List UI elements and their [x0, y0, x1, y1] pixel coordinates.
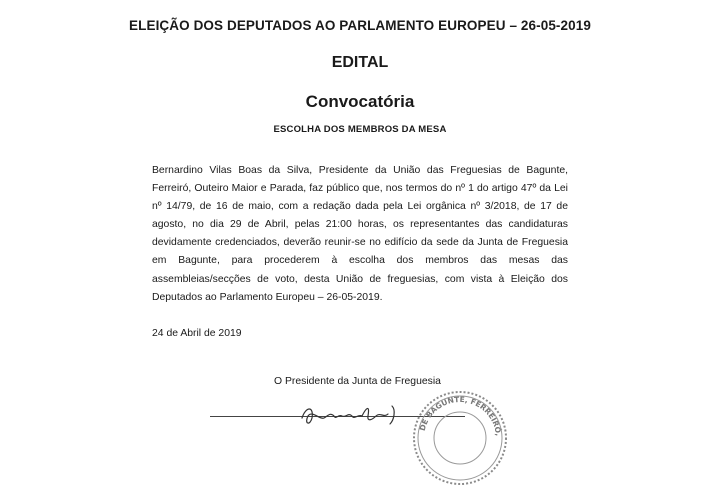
document-header: ELEIÇÃO DOS DEPUTADOS AO PARLAMENTO EUROPEU – 26-05-2019 [129, 18, 591, 33]
handwritten-signature [296, 398, 416, 432]
signer-title: O Presidente da Junta de Freguesia [274, 376, 441, 387]
edital-title: EDITAL [331, 54, 389, 71]
seal-text: DE BAGUNTE, FERREIRÓ, [417, 394, 503, 437]
convocatoria-title: Convocatória [305, 92, 415, 111]
body-paragraph: Bernardino Vilas Boas da Silva, Presidente da União das Freguesias de Bagunte, Ferreiró, Outeiro Maior e Parada, faz público que, nos termos do nº 1 do artigo 47º da Lei nº 14/79, de 16 de maio, com a redação dada pela Lei orgânica nº 3/2018, de 17 de agosto, no dia 29 de Abril, pelas 21:00 horas, os representantes das candidaturas devidamente credenciados, deverão reunir-se no edifício da sede da Junta de Freguesia em Bagunte, para procederem à escolha dos membros das mesas das assembleias/secções de voto, desta União de freguesias, com vista à Eleição dos Deputados ao Parlamento Europeu – 26-05-2019. [152, 165, 568, 303]
official-seal [410, 388, 510, 488]
document-subtitle: ESCOLHA DOS MEMBROS DA MESA [273, 124, 447, 135]
document-date: 24 de Abril de 2019 [152, 328, 242, 339]
